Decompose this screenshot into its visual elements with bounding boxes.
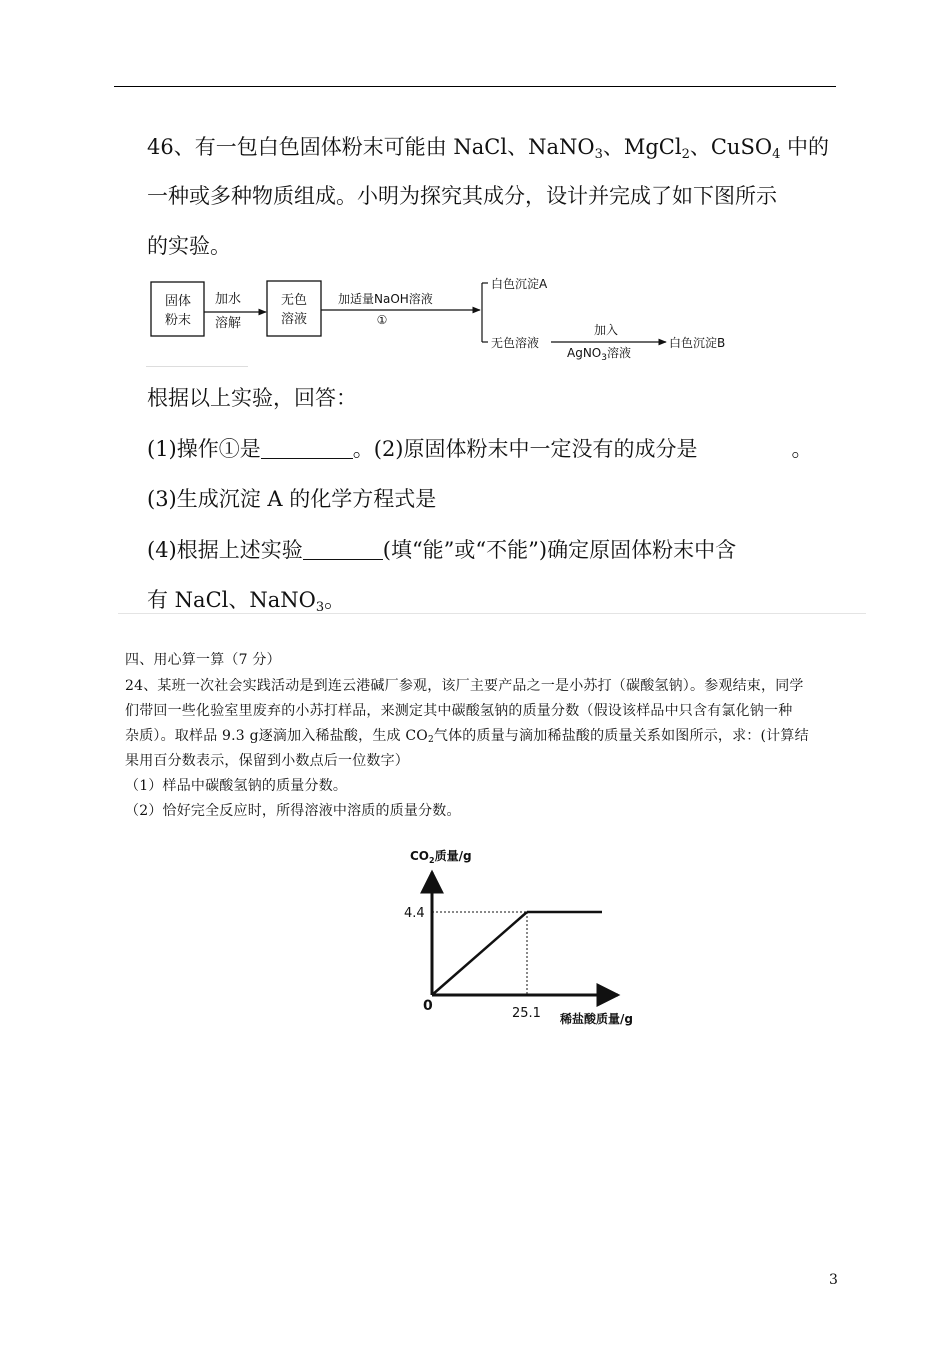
y-value-label: 4.4	[404, 906, 425, 921]
faint-divider	[146, 366, 248, 367]
q46-part-1-2: (1)操作①是 。(2)原固体粉末中一定没有的成分是 。	[147, 437, 813, 461]
q46-line-2: 一种或多种物质组成。小明为探究其成分，设计并完成了如下图所示	[147, 184, 777, 208]
q24-sub-1: （1）样品中碳酸氢钠的质量分数。	[125, 778, 348, 794]
q46-line-3: 的实验。	[147, 234, 231, 258]
precipitate-a: 白色沉淀A	[491, 277, 548, 291]
step2-mark: ①	[376, 313, 388, 327]
q24-line-1: 24、某班一次社会实践活动是到连云港碱厂参观，该厂主要产品之一是小苏打（碳酸氢钠）。参观结束，同学	[125, 678, 804, 694]
box2-line1: 无色	[280, 293, 308, 308]
step3-bottom: AgNO$_3$溶液	[567, 346, 631, 363]
q24-line-4: 果用百分数表示，保留到小数点后一位数字）	[125, 753, 409, 769]
section-title: 四、用心算一算（7 分）	[125, 652, 281, 668]
step1-line2: 溶解	[215, 316, 242, 331]
header-rule	[114, 86, 836, 87]
q46-part-4: (4)根据上述实验 (填“能”或“不能”)确定原固体粉末中含	[147, 538, 737, 562]
experiment-flowchart	[146, 272, 766, 372]
colorless-filtrate: 无色溶液	[491, 336, 540, 350]
blank-can-or-cannot[interactable]	[303, 539, 383, 560]
x-axis-label: 稀盐酸质量/g	[560, 1012, 633, 1026]
y-axis-label: $CO_2$质量/g	[410, 849, 472, 865]
box2-line2: 溶液	[280, 312, 308, 327]
step3-top: 加入	[593, 323, 619, 337]
q24-line-2: 们带回一些化验室里废弃的小苏打样品，来测定其中碳酸氢钠的质量分数（假设该样品中只含有氯化钠一种	[125, 703, 793, 719]
co2-mass-graph	[370, 840, 660, 1035]
box1-line1: 固体	[164, 294, 192, 309]
q46-part-3: (3)生成沉淀 A 的化学方程式是	[147, 487, 437, 511]
precipitate-b: 白色沉淀B	[669, 336, 726, 350]
answer-intro: 根据以上实验，回答：	[147, 386, 357, 410]
q46-line-1: 46、有一包白色固体粉末可能由 NaCl、NaNO$_3$、MgCl$_2$、CuSO$_4$ 中的	[147, 135, 830, 162]
page-number: 3	[829, 1272, 838, 1288]
x-value-label: 25.1	[512, 1006, 541, 1021]
section-separator	[118, 613, 866, 614]
origin-label: 0	[423, 998, 433, 1014]
q46-part-4-cont: 有 NaCl、NaNO$_3$。	[147, 588, 346, 615]
q24-sub-2: （2）恰好完全反应时，所得溶液中溶质的质量分数。	[125, 803, 461, 819]
step2-label: 加适量NaOH溶液	[338, 292, 433, 306]
blank-operation[interactable]	[261, 438, 353, 459]
box1-line2: 粉末	[164, 313, 192, 328]
reaction-line	[432, 912, 527, 995]
q24-line-3: 杂质）。取样品 9.3 g逐滴加入稀盐酸，生成 $CO_2$气体的质量与滴加稀盐酸的质量关系如图所示，求：(计算结	[125, 728, 809, 745]
step1-line1: 加水	[215, 292, 242, 307]
colorless-solution-box	[267, 281, 321, 336]
